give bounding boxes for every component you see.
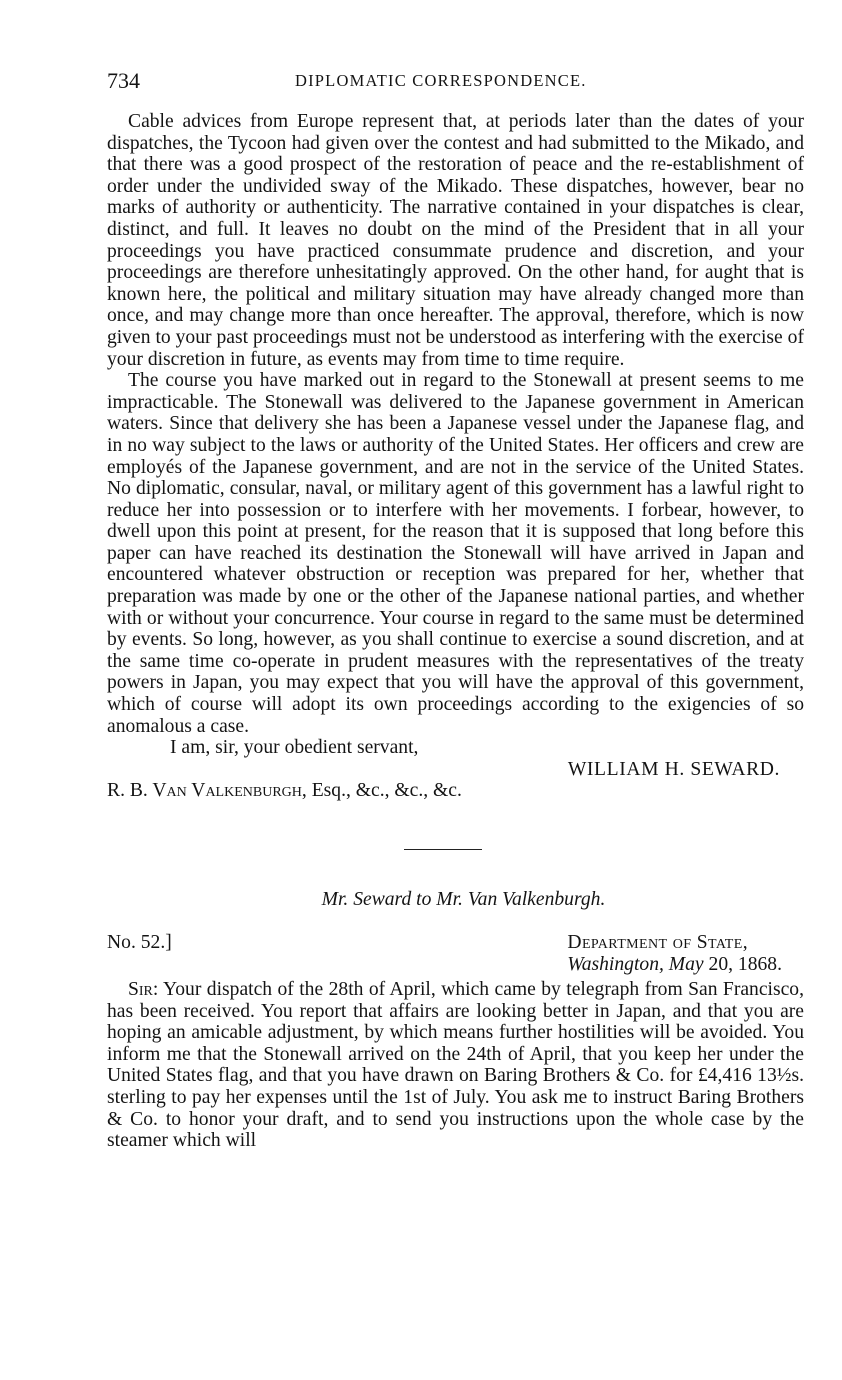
dateline [107, 932, 804, 976]
paragraph-text: : Your dispatch of the 28th of April, which came by telegraph from San Francisco, has been received. You report that affairs are looking better in Japan, and that you are hoping an amicable adjustment, by which means further hostilities will be avoided. You inform me that the Stonewall arrived on the 24th of April, that you keep her under the United States flag, and that you have drawn on Baring Brothers & Co. for £4,416 13½s. sterling to pay her expenses until the 1st of July. You ask me to instruct Baring Brothers & Co. to honor your draft, and to send you instructions upon the whole case by the steamer which will [107, 979, 804, 1152]
letter-two-body [107, 979, 804, 1152]
addressee-name: R. B. Van Valkenburgh [107, 780, 302, 802]
paragraph: Cable advices from Europe represent that, at periods later than the dates of your dispatches, the Tycoon had given over the contest and had submitted to the Mikado, and that there was a good prospect of the restoration of peace and the re-establishment of order under the undivided sway of the Mikado. These dispatches, however, bear no marks of authority or authenticity. The narrative contained in your dispatches is clear, distinct, and full. It leaves no doubt on the mind of the President that in all your proceedings you have practiced consummate prudence and discretion, and your proceedings are therefore unhesitatingly approved. On the other hand, for aught that is known here, the political and military situation may have already changed more than once, and may change more than once hereafter. The approval, therefore, which is now given to your past proceedings must not be understood as interfering with the exercise of your discretion in future, as events may from time to time require. [107, 111, 804, 370]
section-divider [404, 849, 482, 850]
addressee [107, 780, 804, 802]
addressee-suffix: , Esq., &c., &c., &c. [301, 780, 462, 802]
complimentary-close: I am, sir, your obedient servant, [170, 737, 419, 759]
place-date [567, 954, 782, 976]
letter-one-closing [107, 737, 804, 802]
paragraph: The course you have marked out in regard to the Stonewall at present seems to me impracticable. The Stonewall was delivered to the Japanese government in American waters. Since that delivery she has been a Japanese vessel under the Japanese flag, and in no way subject to the laws or authority of the United States. Her officers and crew are employés of the Japanese government, and are not in the service of the United States. No diplomatic, consular, naval, or military agent of this government has a lawful right to reduce her into possession or to interfere with her movements. I forbear, however, to dwell upon this point at present, for the reason that it is supposed that long before this paper can have reached its destination the Stonewall will have arrived in Japan and encountered whatever obstruction or reception was prepared for her, whether that preparation was made by one or the other of the Japanese national parties, and whether with or without your concurrence. Your course in regard to the same must be determined by events. So long, however, as you shall continue to exercise a sound discretion, and at the same time co-operate in prudent measures with the representatives of the treaty powers in Japan, you may expect that you will have the approval of this government, which of course will adopt its own proceedings according to the exigencies of so anomalous a case. [107, 370, 804, 737]
place: Washington, May [567, 953, 704, 975]
date: 20, 1868. [703, 953, 782, 975]
department: Department of State, [567, 932, 748, 953]
salutation: Sir [128, 979, 153, 1000]
page-number: 734 [107, 68, 140, 93]
paragraph [107, 979, 804, 1152]
signature: WILLIAM H. SEWARD. [567, 758, 780, 780]
letter-one-body [107, 111, 804, 737]
running-head [107, 68, 804, 100]
running-title: DIPLOMATIC CORRESPONDENCE. [295, 71, 587, 90]
letter-heading: Mr. Seward to Mr. Van Valkenburgh. [321, 889, 606, 910]
document-page [107, 68, 804, 1152]
dispatch-number: No. 52.] [107, 932, 172, 953]
